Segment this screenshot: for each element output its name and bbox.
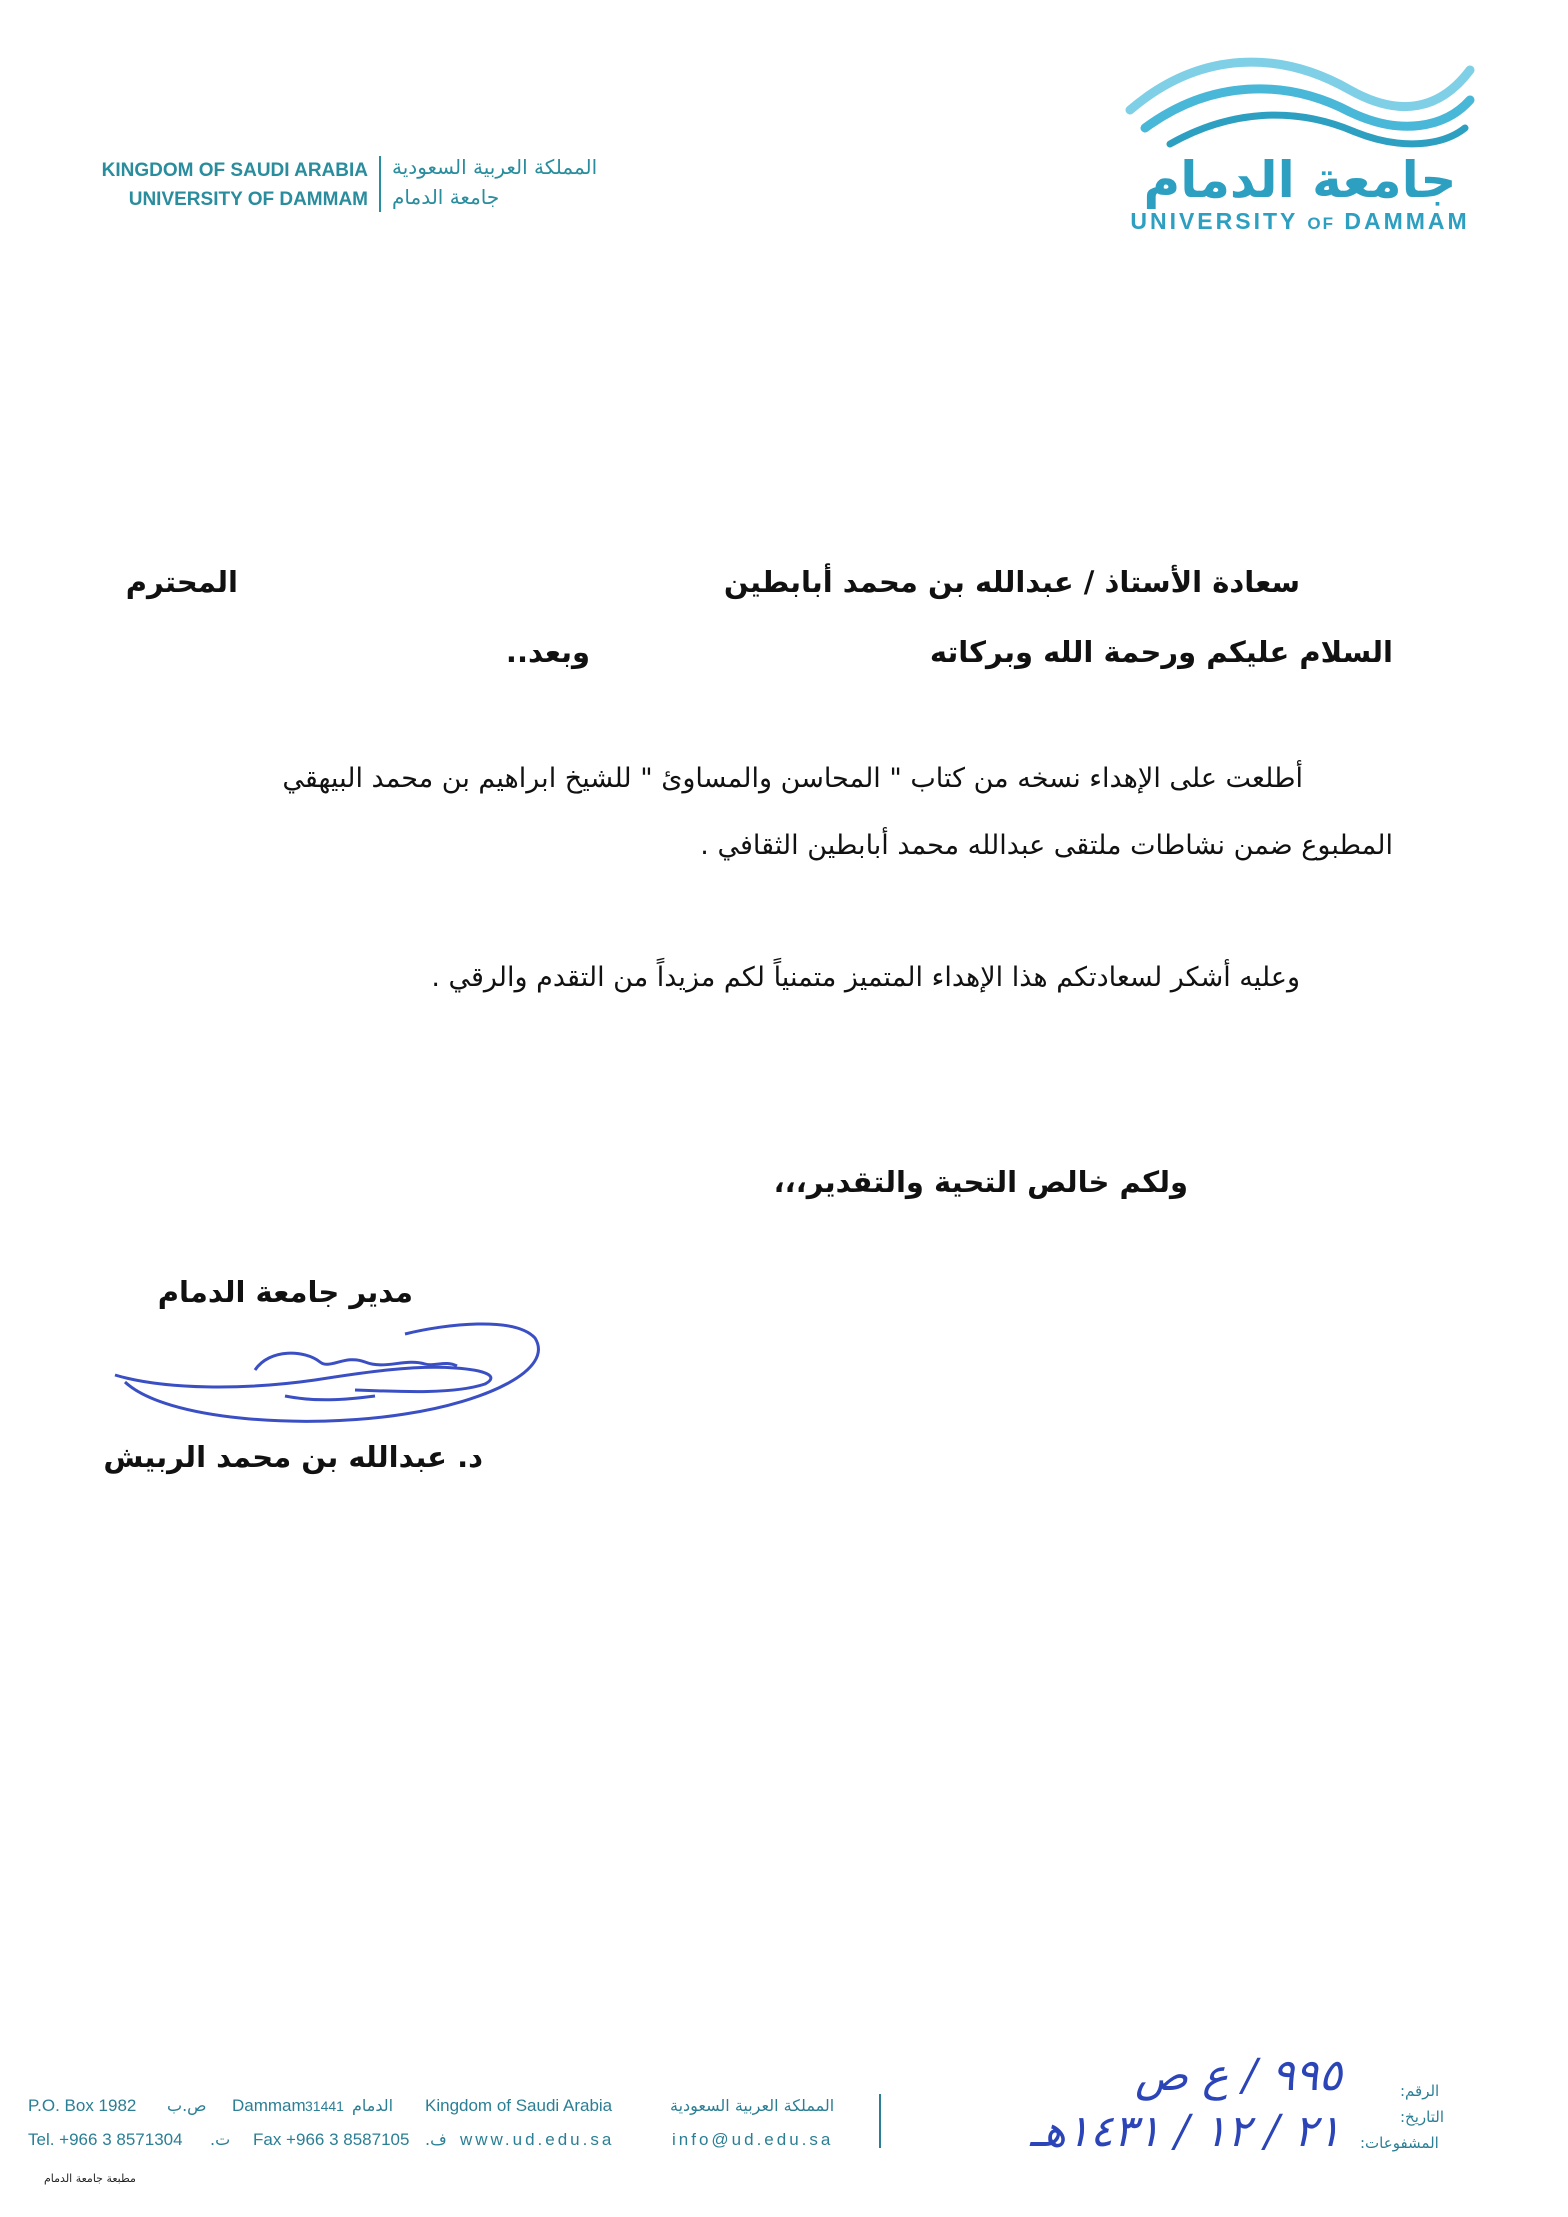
reference-number-label: الرقم: (1400, 2082, 1440, 2100)
university-logo-waves-icon (1110, 40, 1490, 160)
header-kingdom-ar: المملكة العربية السعودية (392, 155, 598, 179)
printer-note: مطبعة جامعة الدمام (44, 2172, 136, 2185)
footer-city-en: Dammam (232, 2096, 306, 2115)
footer-po-box-ar: ص.ب (167, 2096, 207, 2115)
paragraph-2: وعليه أشكر لسعادتكم هذا الإهداء المتميز متمنياً لكم مزيداً من التقدم والرقي . (431, 962, 1300, 993)
signer-title: مدير جامعة الدمام (157, 1275, 413, 1309)
footer-website-link[interactable]: www.ud.edu.sa (460, 2130, 615, 2149)
logo-word-university: UNIVERSITY (1130, 208, 1298, 234)
footer-postal-code: 31441 (305, 2098, 344, 2114)
reference-date-label: التاريخ: (1400, 2108, 1444, 2126)
signer-name: د. عبدالله بن محمد الربيش (103, 1440, 483, 1474)
footer-tel-ar: ت. (210, 2130, 231, 2149)
addressee-title: سعادة الأستاذ / عبدالله بن محمد أبابطين (723, 565, 1300, 599)
signature-icon (105, 1310, 565, 1440)
paragraph-1-line-2: المطبوع ضمن نشاطات ملتقى عبدالله محمد أبابطين الثقافي . (700, 830, 1393, 861)
footer-tel: Tel. +966 3 8571304 (28, 2130, 183, 2149)
header-university-en: UNIVERSITY OF DAMMAM (128, 189, 368, 210)
reference-date-handwritten: ٢١ / ١٢ / ١٤٣١هـ (1030, 2106, 1341, 2157)
reference-number-handwritten: ٩٩٥ / ع ص (1135, 2050, 1343, 2101)
greeting: السلام عليكم ورحمة الله وبركاته (929, 635, 1393, 669)
logo-arabic-name: جامعة الدمام (1143, 151, 1457, 209)
footer-fax: Fax +966 3 8587105 (253, 2130, 410, 2149)
footer-city-ar: الدمام (352, 2096, 394, 2115)
closing: ولكم خالص التحية والتقدير،،، (773, 1165, 1188, 1199)
footer-fax-ar: ف. (425, 2130, 447, 2149)
header-university-ar: جامعة الدمام (392, 185, 500, 209)
paragraph-1-line-1: أطلعت على الإهداء نسخه من كتاب " المحاسن والمساوئ " للشيخ ابراهيم بن محمد البيهقي (282, 763, 1303, 794)
header-arabic-block (392, 152, 682, 212)
addressee-honorific: المحترم (125, 565, 238, 599)
footer-country-ar: المملكة العربية السعودية (670, 2096, 835, 2115)
header-divider (379, 156, 381, 212)
footer-po-box-en: P.O. Box 1982 (28, 2096, 137, 2115)
footer-email-link[interactable]: info@ud.edu.sa (672, 2130, 834, 2149)
footer-divider (879, 2094, 881, 2148)
reference-attachments-label: المشفوعات: (1360, 2134, 1439, 2152)
logo-word-of: OF (1307, 214, 1335, 233)
logo-english-name (1110, 208, 1490, 235)
footer-country-en: Kingdom of Saudi Arabia (425, 2096, 613, 2115)
header-english-block (72, 156, 368, 214)
greeting-after: وبعد.. (505, 635, 590, 669)
logo-word-dammam: DAMMAM (1344, 208, 1470, 234)
header-kingdom-en: KINGDOM OF SAUDI ARABIA (101, 160, 368, 181)
